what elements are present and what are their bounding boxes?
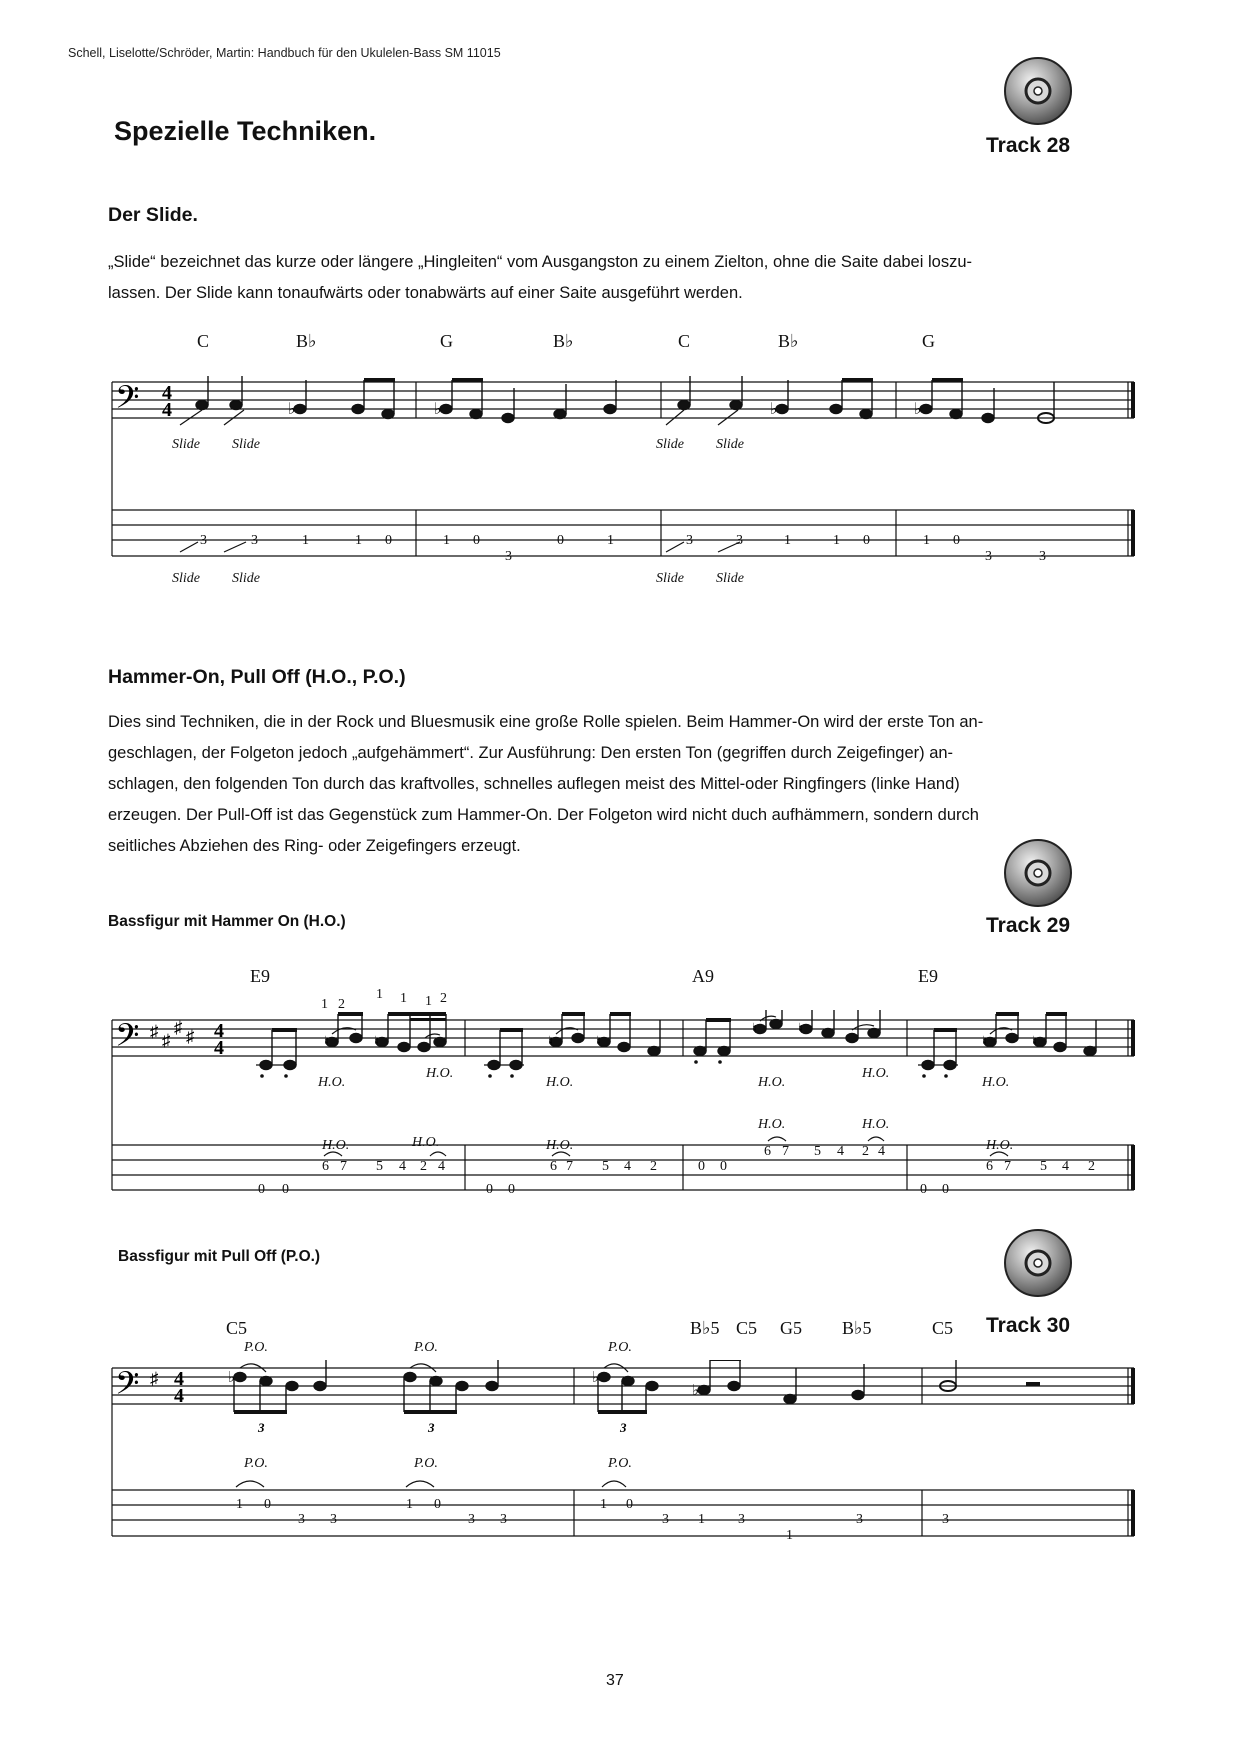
figure-title-pull-off: Bassfigur mit Pull Off (P.O.): [118, 1248, 321, 1265]
tab-number: 1: [236, 1497, 243, 1512]
track-label: Track 28: [986, 134, 1071, 157]
page-title: Spezielle Techniken.: [114, 116, 377, 146]
tab-number: 0: [557, 533, 564, 548]
section-heading-slide: Der Slide.: [108, 204, 198, 226]
tab-number: 0: [486, 1182, 493, 1197]
tab-number: 0: [863, 533, 870, 548]
slide-annotation: Slide: [716, 437, 744, 452]
tab-number: 1: [784, 533, 791, 548]
tab-number: 7: [566, 1159, 573, 1174]
svg-text:♮: ♮: [548, 1035, 554, 1050]
tab-number: 3: [985, 549, 992, 564]
fingering-number: 2: [338, 997, 345, 1012]
chord-symbol: C5: [226, 1318, 248, 1338]
tab-number: 1: [833, 533, 840, 548]
tab-number: 3: [200, 533, 207, 548]
tab-number: 1: [923, 533, 930, 548]
tab-number: 1: [607, 533, 614, 548]
hammer-on-annotation: H.O.: [982, 1075, 1010, 1090]
slide-annotation: Slide: [232, 571, 260, 586]
tab-number: 3: [298, 1512, 305, 1527]
svg-text:♭: ♭: [228, 1370, 236, 1386]
tab-number: 6: [550, 1159, 557, 1174]
svg-text:4: 4: [162, 382, 172, 404]
chord-symbol: G5: [780, 1318, 802, 1338]
chord-symbol: C: [678, 331, 691, 351]
pull-off-annotation: P.O.: [414, 1340, 438, 1355]
cd-icon: [1003, 1228, 1073, 1298]
tab-number: 6: [764, 1144, 771, 1159]
svg-text:♮: ♮: [798, 1022, 804, 1037]
chord-symbol: C5: [736, 1318, 758, 1338]
track-label: Track 30: [986, 1314, 1071, 1337]
tab-number: 5: [602, 1159, 609, 1174]
tab-number: 2: [420, 1159, 427, 1174]
svg-text:4: 4: [174, 1368, 184, 1390]
tab-number: 0: [508, 1182, 515, 1197]
svg-text:4: 4: [162, 399, 172, 421]
hammer-on-annotation: H.O.: [318, 1075, 346, 1090]
page-number: 37: [606, 1672, 624, 1689]
hammer-paragraph: [108, 707, 1128, 862]
tab-number: 5: [1040, 1159, 1047, 1174]
tab-number: 4: [624, 1159, 631, 1174]
svg-text:♮: ♮: [982, 1035, 988, 1050]
chord-symbol: G: [922, 331, 935, 351]
chord-symbol: G: [440, 331, 453, 351]
svg-text:♭: ♭: [288, 401, 296, 418]
svg-text:♮: ♮: [1032, 1035, 1038, 1050]
hammer-on-annotation: H.O.: [546, 1075, 574, 1090]
tab-number: 1: [443, 533, 450, 548]
fingering-number: 1: [376, 987, 383, 1002]
tab-number: 6: [322, 1159, 329, 1174]
hammer-on-annotation: H.O.: [426, 1066, 454, 1081]
bass-clef-icon: 𝄢: [115, 1019, 140, 1061]
svg-text:♯: ♯: [186, 1027, 195, 1046]
tab-number: 3: [662, 1512, 669, 1527]
svg-text:♮: ♮: [596, 1035, 602, 1050]
svg-text:4: 4: [174, 1385, 184, 1407]
tab-number: 1: [786, 1528, 793, 1543]
pull-off-annotation: P.O.: [244, 1340, 268, 1355]
tab-number: 0: [434, 1497, 441, 1512]
svg-text:♯: ♯: [150, 1369, 159, 1388]
paragraph-line: lassen. Der Slide kann tonaufwärts oder tonabwärts auf einer Saite ausgeführt werden.: [108, 284, 743, 302]
svg-text:4: 4: [214, 1037, 224, 1059]
paragraph-line: seitliches Abziehen des Ring- oder Zeigefingers erzeugt.: [108, 837, 521, 855]
tab-number: 4: [878, 1144, 885, 1159]
slide-annotation: Slide: [716, 571, 744, 586]
svg-text:♮: ♮: [374, 1035, 380, 1050]
tab-number: 0: [698, 1159, 705, 1174]
tab-number: 3: [686, 533, 693, 548]
tab-number: 3: [738, 1512, 745, 1527]
slide-annotation: Slide: [172, 571, 200, 586]
pull-off-annotation: P.O.: [608, 1456, 632, 1471]
tab-number: 3: [468, 1512, 475, 1527]
paragraph-line: schlagen, den folgenden Ton durch das kraftvolles, schnelles auflegen meist des Mittel-oder Ringfingers (linke Hand): [108, 775, 960, 793]
hammer-on-annotation: H.O.: [412, 1135, 440, 1150]
svg-text:♮: ♮: [752, 1022, 758, 1037]
pull-off-annotation: P.O.: [414, 1456, 438, 1471]
tab-number: 0: [953, 533, 960, 548]
pull-off-annotation: P.O.: [244, 1456, 268, 1471]
tab-number: 1: [406, 1497, 413, 1512]
tab-number: 3: [330, 1512, 337, 1527]
chord-symbol: B♭: [778, 331, 799, 351]
chord-symbol: E9: [918, 966, 938, 986]
tab-number: 0: [282, 1182, 289, 1197]
hammer-on-annotation: H.O.: [862, 1117, 890, 1132]
hammer-on-annotation: H.O.: [322, 1138, 350, 1153]
svg-text:♯: ♯: [162, 1031, 171, 1050]
tab-number: 0: [258, 1182, 265, 1197]
track-label: Track 29: [986, 914, 1071, 937]
hammer-on-annotation: H.O.: [986, 1138, 1014, 1153]
hammer-on-annotation: H.O.: [758, 1075, 786, 1090]
running-header: Schell, Liselotte/Schröder, Martin: Handbuch für den Ukulelen-Bass SM 11015: [68, 46, 501, 60]
section-heading-hammer-on: Hammer-On, Pull Off (H.O., P.O.): [108, 666, 406, 688]
tab-number: 6: [986, 1159, 993, 1174]
hammer-on-annotation: H.O.: [758, 1117, 786, 1132]
svg-text:3: 3: [620, 1420, 627, 1435]
chord-symbol: C: [197, 331, 210, 351]
tab-number: 0: [473, 533, 480, 548]
paragraph-line: erzeugen. Der Pull-Off ist das Gegenstück zum Hammer-On. Der Folgeton wird nicht duch aufhämmern, sondern durch: [108, 806, 979, 824]
chord-symbol: A9: [692, 966, 714, 986]
slide-annotation: Slide: [172, 437, 200, 452]
tab-number: 4: [837, 1144, 844, 1159]
paragraph-line: „Slide“ bezeichnet das kurze oder längere „Hingleiten“ vom Ausgangston zu einem Zielton, ohne die Saite dabei loszu-: [108, 253, 973, 271]
svg-text:♮: ♮: [324, 1035, 330, 1050]
pull-off-annotation: P.O.: [608, 1340, 632, 1355]
tab-number: 3: [856, 1512, 863, 1527]
tab-number: 7: [340, 1159, 347, 1174]
fingering-number: 2: [440, 991, 447, 1006]
tab-number: 1: [302, 533, 309, 548]
fingering-number: 1: [321, 997, 328, 1012]
slide-paragraph: [108, 247, 1128, 309]
svg-text:♯: ♯: [174, 1018, 183, 1037]
tab-number: 0: [920, 1182, 927, 1197]
tab-number: 7: [782, 1144, 789, 1159]
paragraph-line: geschlagen, der Folgeton jedoch „aufgehämmert“. Zur Ausführung: Den ersten Ton (gegriffen durch Zeigefinger) an-: [108, 744, 954, 762]
svg-text:3: 3: [258, 1420, 265, 1435]
tab-number: 4: [1062, 1159, 1069, 1174]
bass-clef-icon: 𝄢: [115, 381, 140, 423]
svg-text:♭: ♭: [592, 1370, 600, 1386]
tab-number: 4: [438, 1159, 445, 1174]
tab-number: 4: [399, 1159, 406, 1174]
chord-symbol: B♭: [296, 331, 317, 351]
paragraph-line: Dies sind Techniken, die in der Rock und Bluesmusik eine große Rolle spielen. Beim Hammer-On wird der erste Ton an-: [108, 713, 984, 731]
svg-text:4: 4: [214, 1020, 224, 1042]
tab-number: 3: [942, 1512, 949, 1527]
cd-icon: [1003, 56, 1073, 126]
chord-symbol: B♭5: [842, 1318, 872, 1338]
tab-number: 2: [1088, 1159, 1095, 1174]
tab-number: 1: [600, 1497, 607, 1512]
chord-symbol: E9: [250, 966, 270, 986]
tab-number: 5: [376, 1159, 383, 1174]
chord-symbol: C5: [932, 1318, 954, 1338]
bass-clef-icon: 𝄢: [115, 1367, 140, 1409]
hammer-on-annotation: H.O.: [862, 1066, 890, 1081]
tab-number: 0: [385, 533, 392, 548]
slide-annotation: Slide: [232, 437, 260, 452]
svg-text:♭: ♭: [770, 401, 778, 418]
tab-number: 7: [1004, 1159, 1011, 1174]
tab-number: 0: [720, 1159, 727, 1174]
svg-text:♭: ♭: [692, 1383, 700, 1399]
svg-text:♭: ♭: [434, 401, 442, 418]
chord-symbol: B♭5: [690, 1318, 720, 1338]
hammer-on-notation: [0, 1010, 1241, 1200]
tab-number: 0: [264, 1497, 271, 1512]
chord-symbol: B♭: [553, 331, 574, 351]
tab-number: 1: [698, 1512, 705, 1527]
fingering-number: 1: [400, 991, 407, 1006]
tab-number: 5: [814, 1144, 821, 1159]
pull-off-notation: [0, 1360, 1241, 1550]
tab-number: 3: [251, 533, 258, 548]
tab-number: 2: [650, 1159, 657, 1174]
tab-number: 3: [505, 549, 512, 564]
tab-number: 2: [862, 1144, 869, 1159]
slide-notation: [0, 370, 1241, 600]
svg-text:♯: ♯: [150, 1022, 159, 1041]
tab-number: 3: [500, 1512, 507, 1527]
slide-annotation: Slide: [656, 571, 684, 586]
fingering-number: 1: [425, 994, 432, 1009]
svg-text:♭: ♭: [914, 401, 922, 418]
svg-text:3: 3: [428, 1420, 435, 1435]
tab-number: 0: [942, 1182, 949, 1197]
cd-icon: [1003, 838, 1073, 908]
figure-title-hammer-on: Bassfigur mit Hammer On (H.O.): [108, 913, 346, 930]
tab-number: 3: [736, 533, 743, 548]
tab-number: 1: [355, 533, 362, 548]
slide-annotation: Slide: [656, 437, 684, 452]
hammer-on-annotation: H.O.: [546, 1138, 574, 1153]
tab-number: 0: [626, 1497, 633, 1512]
tab-number: 3: [1039, 549, 1046, 564]
